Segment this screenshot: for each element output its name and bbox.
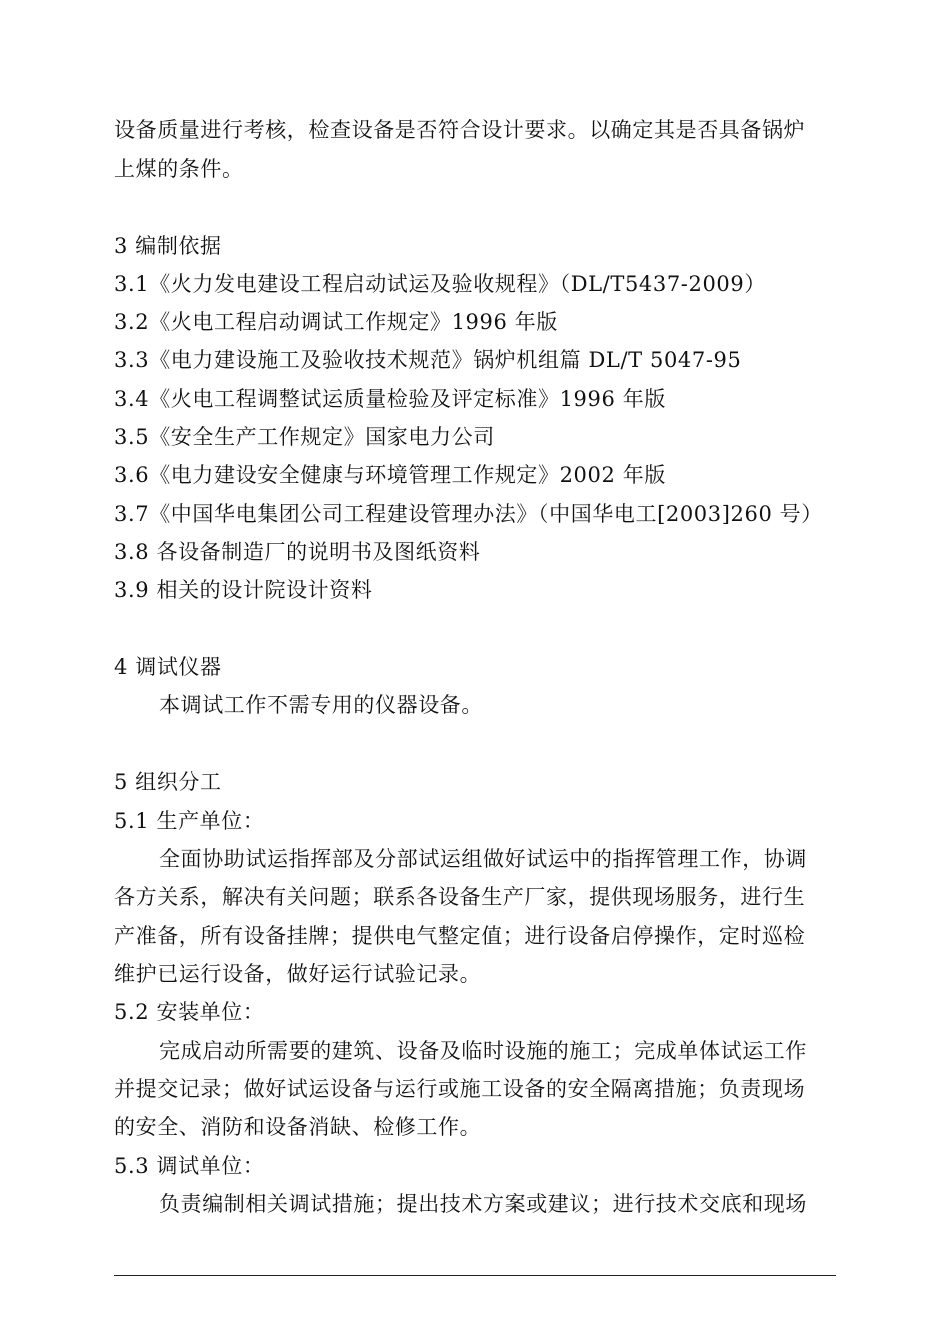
intro-line-1: 设备质量进行考核，检查设备是否符合设计要求。以确定其是否具备锅炉 bbox=[114, 118, 806, 142]
reference-item-3-7: 3.7《中国华电集团公司工程建设管理办法》（中国华电工[2003]260 号） bbox=[114, 502, 823, 526]
intro-line-2: 上煤的条件。 bbox=[114, 157, 244, 181]
subsection-5-3-heading: 5.3 调试单位： bbox=[114, 1154, 265, 1178]
footer-rule bbox=[114, 1275, 836, 1276]
subsection-5-1-line-2: 各方关系，解决有关问题；联系各设备生产厂家，提供现场服务，进行生 bbox=[114, 885, 806, 909]
subsection-5-1-line-3: 产准备，所有设备挂牌；提供电气整定值；进行设备启停操作，定时巡检 bbox=[114, 924, 806, 948]
reference-item-3-6: 3.6《电力建设安全健康与环境管理工作规定》2002 年版 bbox=[114, 463, 666, 487]
section-3-heading: 3 编制依据 bbox=[114, 234, 222, 258]
section-5-heading: 5 组织分工 bbox=[114, 770, 222, 794]
subsection-5-1-line-1: 全面协助试运指挥部及分部试运组做好试运中的指挥管理工作，协调 bbox=[159, 847, 807, 871]
reference-item-3-9: 3.9 相关的设计院设计资料 bbox=[114, 578, 373, 602]
reference-item-3-3: 3.3《电力建设施工及验收技术规范》锅炉机组篇 DL/T 5047-95 bbox=[114, 348, 742, 372]
reference-item-3-2: 3.2《火电工程启动调试工作规定》1996 年版 bbox=[114, 310, 558, 334]
section-4-heading: 4 调试仪器 bbox=[114, 655, 222, 679]
subsection-5-2-line-3: 的安全、消防和设备消缺、检修工作。 bbox=[114, 1115, 482, 1139]
subsection-5-2-line-2: 并提交记录；做好试运设备与运行或施工设备的安全隔离措施；负责现场 bbox=[114, 1077, 806, 1101]
reference-item-3-4: 3.4《火电工程调整试运质量检验及评定标准》1996 年版 bbox=[114, 387, 666, 411]
reference-item-3-1: 3.1《火力发电建设工程启动试运及验收规程》（DL/T5437-2009） bbox=[114, 272, 766, 296]
subsection-5-2-line-1: 完成启动所需要的建筑、设备及临时设施的施工；完成单体试运工作 bbox=[159, 1039, 807, 1063]
subsection-5-3-line-1: 负责编制相关调试措施；提出技术方案或建议；进行技术交底和现场 bbox=[159, 1192, 807, 1216]
subsection-5-1-line-4: 维护已运行设备，做好运行试验记录。 bbox=[114, 962, 482, 986]
subsection-5-2-heading: 5.2 安装单位： bbox=[114, 1000, 265, 1024]
subsection-5-1-heading: 5.1 生产单位： bbox=[114, 809, 265, 833]
reference-item-3-5: 3.5《安全生产工作规定》国家电力公司 bbox=[114, 425, 495, 449]
section-4-body: 本调试工作不需专用的仪器设备。 bbox=[159, 693, 483, 717]
reference-item-3-8: 3.8 各设备制造厂的说明书及图纸资料 bbox=[114, 540, 481, 564]
